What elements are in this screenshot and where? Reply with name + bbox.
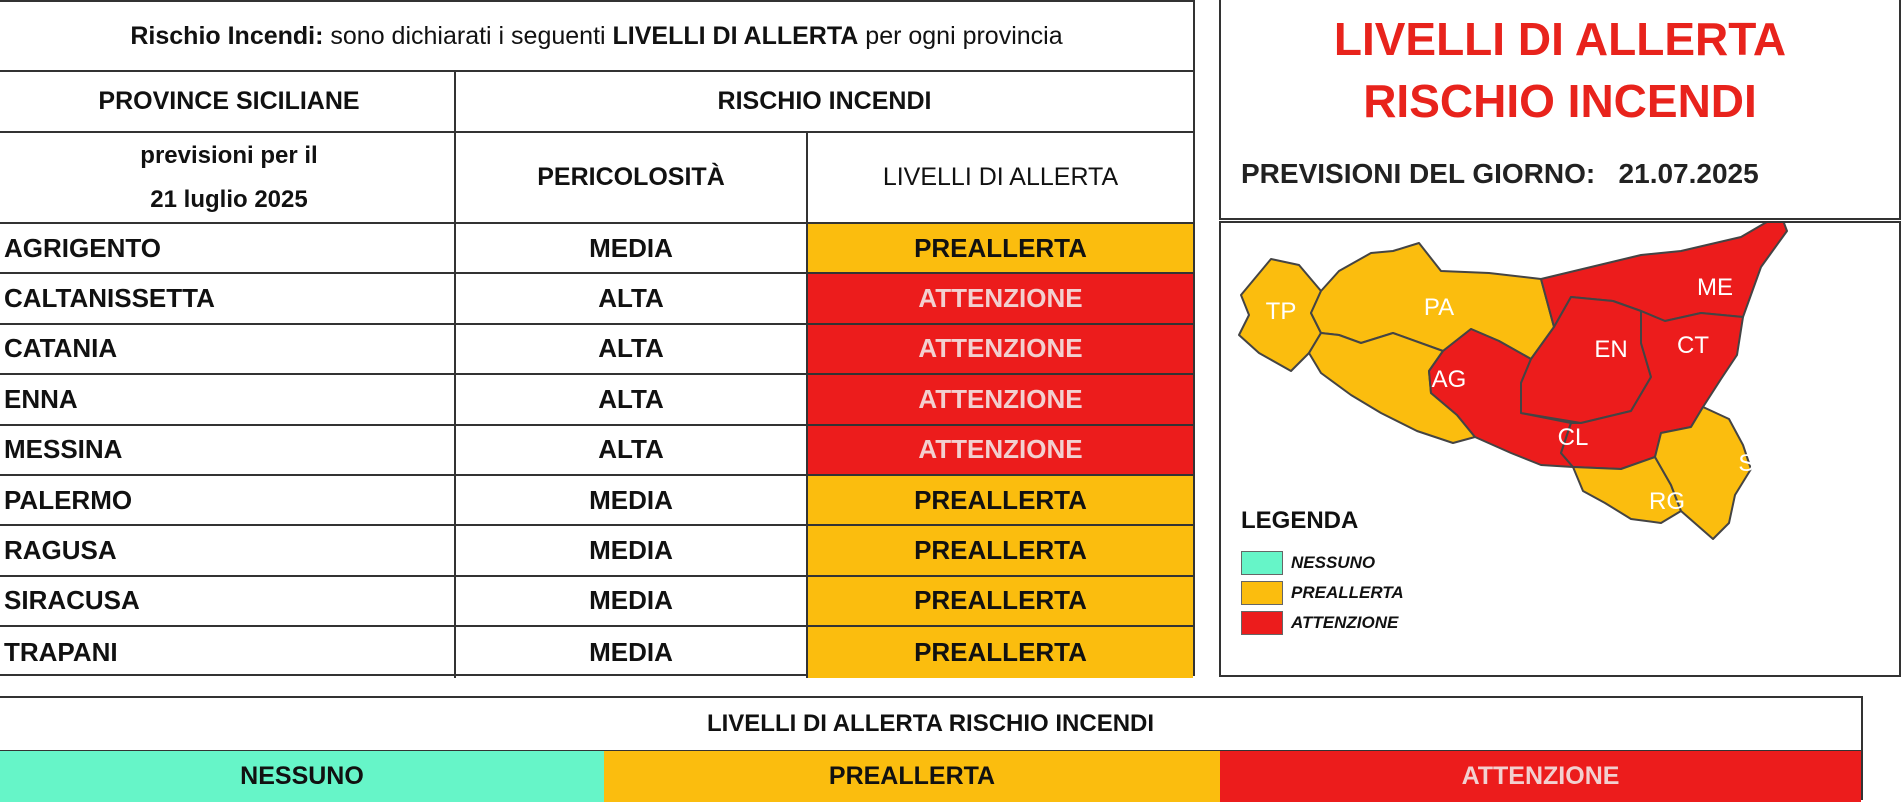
intro-middle: sono dichiarati i seguenti — [323, 21, 613, 50]
table-row — [0, 325, 1193, 375]
levels-bar-title: LIVELLI DI ALLERTA RISCHIO INCENDI — [706, 710, 1155, 737]
legend-label-nessuno: NESSUNO — [1291, 553, 1376, 572]
label-ag: AG — [1431, 366, 1467, 393]
legend-label-attenzione: ATTENZIONE — [1291, 613, 1399, 632]
pericolosita-value: ALTA — [456, 274, 808, 322]
col-livelli-header: LIVELLI DI ALLERTA — [882, 163, 1119, 191]
legend-swatch-nessuno — [1241, 551, 1283, 575]
alert-level-value: ATTENZIONE — [808, 375, 1193, 423]
alert-level-value: ATTENZIONE — [808, 426, 1193, 474]
forecast-day-date: 21.07.2025 — [1618, 158, 1759, 189]
legend-preallerta — [1241, 581, 1404, 605]
legend-swatch-attenzione — [1241, 611, 1283, 635]
table-row — [0, 375, 1193, 425]
previsioni-label: previsioni per il — [140, 141, 318, 169]
label-sr: SR — [1738, 450, 1772, 477]
legend-attenzione — [1241, 611, 1398, 635]
legend-swatch-preallerta — [1241, 581, 1283, 605]
header-row-2 — [0, 133, 1193, 224]
sicily-map — [1221, 223, 1899, 675]
province-name: TRAPANI — [0, 627, 456, 677]
col-province-header: PROVINCE SICILIANE — [0, 72, 456, 131]
label-ct: CT — [1677, 332, 1709, 359]
legend-nessuno — [1241, 551, 1375, 575]
province-name: AGRIGENTO — [0, 224, 456, 272]
alert-level-value: PREALLERTA — [808, 627, 1193, 677]
province-name: CALTANISSETTA — [0, 274, 456, 322]
pericolosita-value: MEDIA — [456, 526, 808, 574]
pericolosita-value: ALTA — [456, 375, 808, 423]
province-name: CATANIA — [0, 325, 456, 373]
label-tp: TP — [1265, 298, 1297, 325]
pericolosita-value: MEDIA — [456, 476, 808, 524]
title-panel — [1219, 0, 1901, 220]
table-row — [0, 224, 1193, 274]
table-row — [0, 426, 1193, 476]
table-row — [0, 476, 1193, 526]
alert-level-value: PREALLERTA — [808, 476, 1193, 524]
forecast-day-line — [1241, 158, 1759, 190]
legend-label-preallerta: PREALLERTA — [1291, 583, 1404, 602]
alert-level-value: ATTENZIONE — [808, 325, 1193, 373]
level-attenzione: ATTENZIONE — [1220, 751, 1861, 802]
previsioni-date: 21 luglio 2025 — [150, 185, 308, 213]
alert-level-value: PREALLERTA — [808, 526, 1193, 574]
map-panel — [1219, 221, 1901, 677]
province-name: PALERMO — [0, 476, 456, 524]
table-row — [0, 627, 1193, 677]
legend-title: LEGENDA — [1241, 507, 1359, 534]
table-row — [0, 274, 1193, 324]
alert-level-value: PREALLERTA — [808, 224, 1193, 272]
forecast-day-label: PREVISIONI DEL GIORNO: — [1241, 158, 1596, 189]
intro-suffix: per ogni provincia — [858, 21, 1063, 50]
label-en: EN — [1594, 336, 1628, 363]
intro-bold: Rischio Incendi: — [130, 21, 324, 50]
table-row — [0, 526, 1193, 576]
province-name: RAGUSA — [0, 526, 456, 574]
label-me: ME — [1697, 274, 1733, 301]
col-rischio-header: RISCHIO INCENDI — [717, 87, 932, 115]
pericolosita-value: MEDIA — [456, 577, 808, 625]
intro-text — [0, 2, 1193, 70]
previsioni-header — [0, 133, 456, 222]
intro-levels: LIVELLI DI ALLERTA — [612, 21, 859, 50]
label-rg: RG — [1649, 488, 1685, 515]
province-name: SIRACUSA — [0, 577, 456, 625]
panel-title-line2: RISCHIO INCENDI — [1363, 75, 1757, 127]
panel-title-line1: LIVELLI DI ALLERTA — [1333, 13, 1787, 65]
label-pa: PA — [1423, 294, 1455, 321]
level-preallerta: PREALLERTA — [604, 751, 1220, 802]
col-pericolosita-header: PERICOLOSITÀ — [456, 133, 808, 222]
levels-bar — [0, 696, 1863, 800]
table-intro — [0, 2, 1193, 72]
pericolosita-value: ALTA — [456, 325, 808, 373]
label-cl: CL — [1557, 424, 1589, 451]
level-nessuno: NESSUNO — [0, 751, 604, 802]
alert-level-value: PREALLERTA — [808, 577, 1193, 625]
province-name: ENNA — [0, 375, 456, 423]
province-name: MESSINA — [0, 426, 456, 474]
header-row-1 — [0, 72, 1193, 133]
pericolosita-value: ALTA — [456, 426, 808, 474]
pericolosita-value: MEDIA — [456, 224, 808, 272]
alert-level-value: ATTENZIONE — [808, 274, 1193, 322]
pericolosita-value: MEDIA — [456, 627, 808, 677]
table-row — [0, 577, 1193, 627]
